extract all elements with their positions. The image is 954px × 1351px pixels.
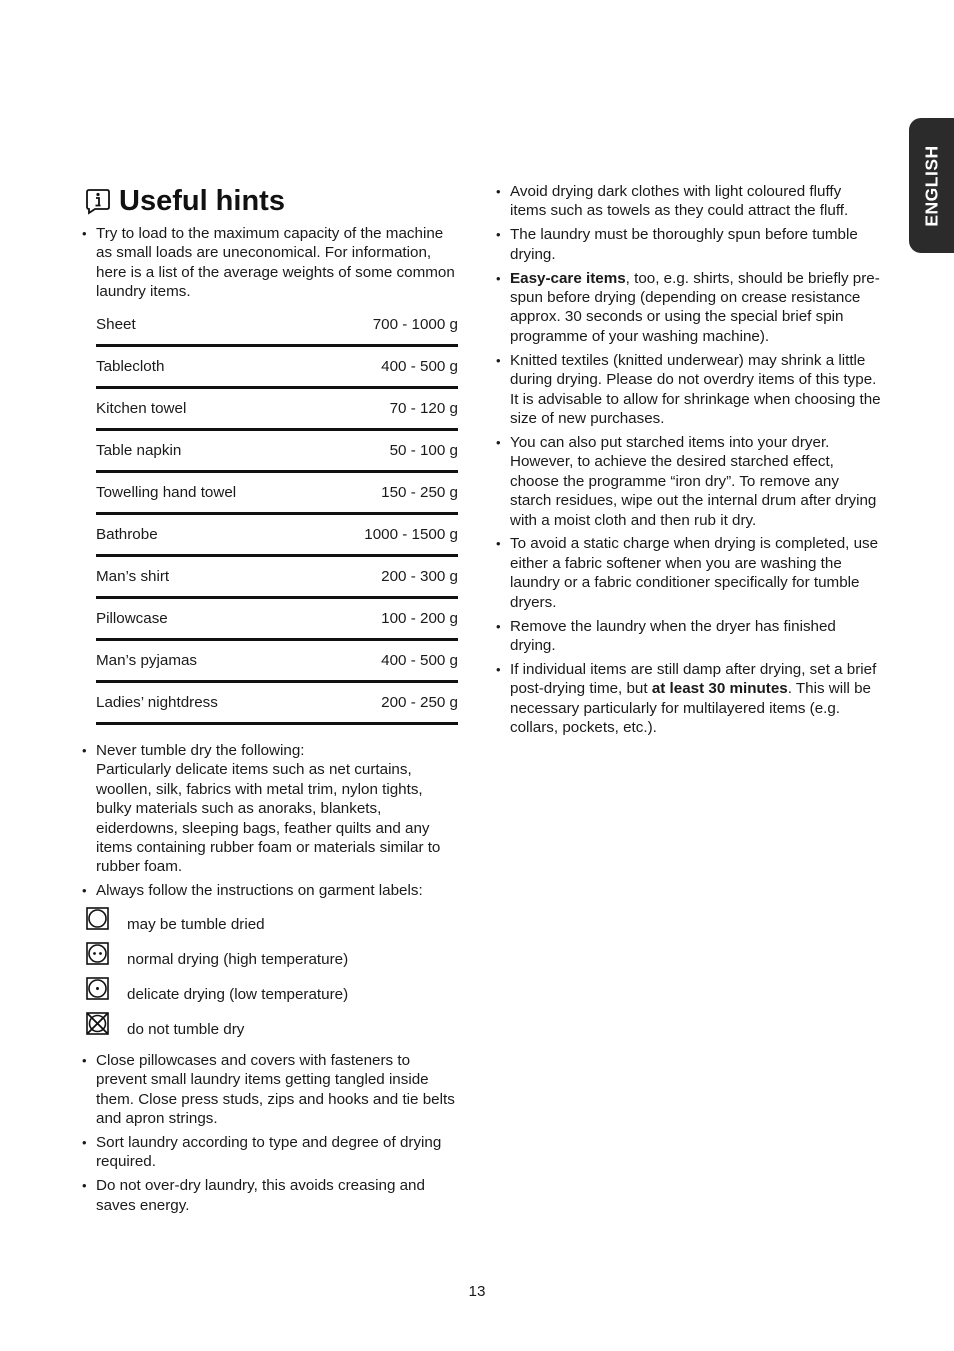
item-weight: 150 - 250 g: [381, 484, 458, 501]
item-weight: 1000 - 1500 g: [364, 526, 458, 543]
never-dry-title: • Never tumble dry the following:: [96, 742, 305, 759]
item-weight: 400 - 500 g: [381, 652, 458, 669]
weights-row: [96, 641, 458, 683]
weights-row: [96, 347, 458, 389]
intro-section: [82, 224, 462, 306]
item-name: Towelling hand towel: [96, 484, 237, 501]
list-item: [496, 660, 881, 738]
item-name: Man’s pyjamas: [96, 652, 198, 669]
care-symbol-label: may be tumble dried: [127, 915, 265, 933]
care-symbol-label: do not tumble dry: [127, 1020, 245, 1038]
item-name: Table napkin: [96, 442, 182, 459]
item-weight: 400 - 500 g: [381, 358, 458, 375]
list-item: • Do not over-dry laundry, this avoids creasing and saves energy.: [82, 1176, 462, 1215]
item-name: Bathrobe: [96, 526, 158, 543]
list-item: • Avoid drying dark clothes with light coloured fluffy items such as towels as they could attract the fluff.: [496, 182, 881, 221]
list-item-text: , too, e.g. shirts, should be briefly pre-spun before drying (depending on crease resistance approx. 30 seconds or using the special brief spin programme of your washing machine).: [510, 269, 880, 345]
bold-term: Easy-care items: [510, 269, 626, 287]
page-title: Useful hints: [119, 185, 285, 217]
labels-bullet: • Always follow the instructions on garment labels:: [82, 881, 462, 900]
list-item-text: If individual items are still damp after drying, set a brief post-drying time, but: [510, 660, 877, 698]
weights-row: [96, 557, 458, 599]
list-item: • Knitted textiles (knitted underwear) may shrink a little during drying. Please do not overdry items of this type. It is advisable to allow for shrinkage when choosing the size of new purchases.: [496, 351, 881, 429]
care-symbol-row: [86, 942, 462, 977]
care-symbol-label: delicate drying (low temperature): [127, 985, 349, 1003]
section-heading: [84, 183, 285, 219]
item-name: Man’s shirt: [96, 568, 170, 585]
item-name: Sheet: [96, 316, 136, 333]
never-dry-bullet: [82, 741, 462, 877]
care-symbols-list: [86, 907, 462, 1047]
list-item: • Close pillowcases and covers with fasteners to prevent small laundry items getting tangled inside them. Close press studs, zips and hooks and tie belts and apron strings.: [82, 1051, 462, 1129]
tumble-dry-icon: [86, 907, 109, 930]
language-tab-label: ENGLISH: [920, 144, 941, 227]
intro-bullet: • Try to load to the maximum capacity of the machine as small loads are uneconomical. For information, here is a list of the average weights of some common laundry items.: [82, 224, 462, 302]
item-name: Tablecloth: [96, 358, 165, 375]
list-item: • Remove the laundry when the dryer has finished drying.: [496, 617, 881, 656]
do-not-tumble-dry-icon: [86, 1012, 109, 1035]
weights-row: [96, 599, 458, 641]
info-icon: [84, 187, 112, 215]
weights-row: [96, 431, 458, 473]
item-name: Pillowcase: [96, 610, 168, 627]
list-item: • Sort laundry according to type and degree of drying required.: [82, 1133, 462, 1172]
never-dry-text: Particularly delicate items such as net curtains, woollen, silk, fabrics with metal trim, nylon tights, bulky materials such as anoraks, blankets, eiderdowns, sleeping bags, feather quilts and any items containing rubber foam or materials similar to rubber foam.: [96, 761, 441, 876]
care-symbol-row: [86, 977, 462, 1012]
care-symbol-row: [86, 907, 462, 942]
right-column: [496, 182, 881, 742]
list-item: [496, 269, 881, 347]
weights-row: [96, 515, 458, 557]
item-weight: 100 - 200 g: [381, 610, 458, 627]
weights-row: [96, 473, 458, 515]
weights-row: [96, 683, 458, 725]
item-weight: 70 - 120 g: [389, 400, 458, 417]
tumble-dry-high-icon: [86, 942, 109, 965]
weights-table: [96, 305, 458, 725]
list-item: • You can also put starched items into your dryer. However, to achieve the desired starched effect, choose the programme “iron dry”. To remove any starch residues, wipe out the internal drum after drying with a moist cloth and then rub it dry.: [496, 433, 881, 530]
page-number: 13: [468, 1283, 486, 1300]
list-item: • The laundry must be thoroughly spun before tumble drying.: [496, 225, 881, 264]
care-symbol-row: [86, 1012, 462, 1047]
tumble-dry-low-icon: [86, 977, 109, 1000]
item-weight: 50 - 100 g: [389, 442, 458, 459]
list-item: • To avoid a static charge when drying is completed, use either a fabric softener when you are washing the laundry or a fabric conditioner specifically for tumble dryers.: [496, 534, 881, 612]
item-name: Kitchen towel: [96, 400, 187, 417]
care-symbol-label: normal drying (high temperature): [127, 950, 349, 968]
item-name: Ladies’ nightdress: [96, 694, 218, 711]
item-weight: 200 - 300 g: [381, 568, 458, 585]
item-weight: 200 - 250 g: [381, 694, 458, 711]
list-item-text: . This will be necessary particularly for multilayered items (e.g. collars, pockets, etc.).: [510, 680, 871, 737]
weights-row: [96, 305, 458, 347]
item-weight: 700 - 1000 g: [372, 316, 458, 333]
left-bottom-section: [82, 741, 462, 1220]
bold-term: at least 30 minutes: [651, 680, 788, 698]
weights-row: [96, 389, 458, 431]
language-tab: [909, 118, 954, 253]
